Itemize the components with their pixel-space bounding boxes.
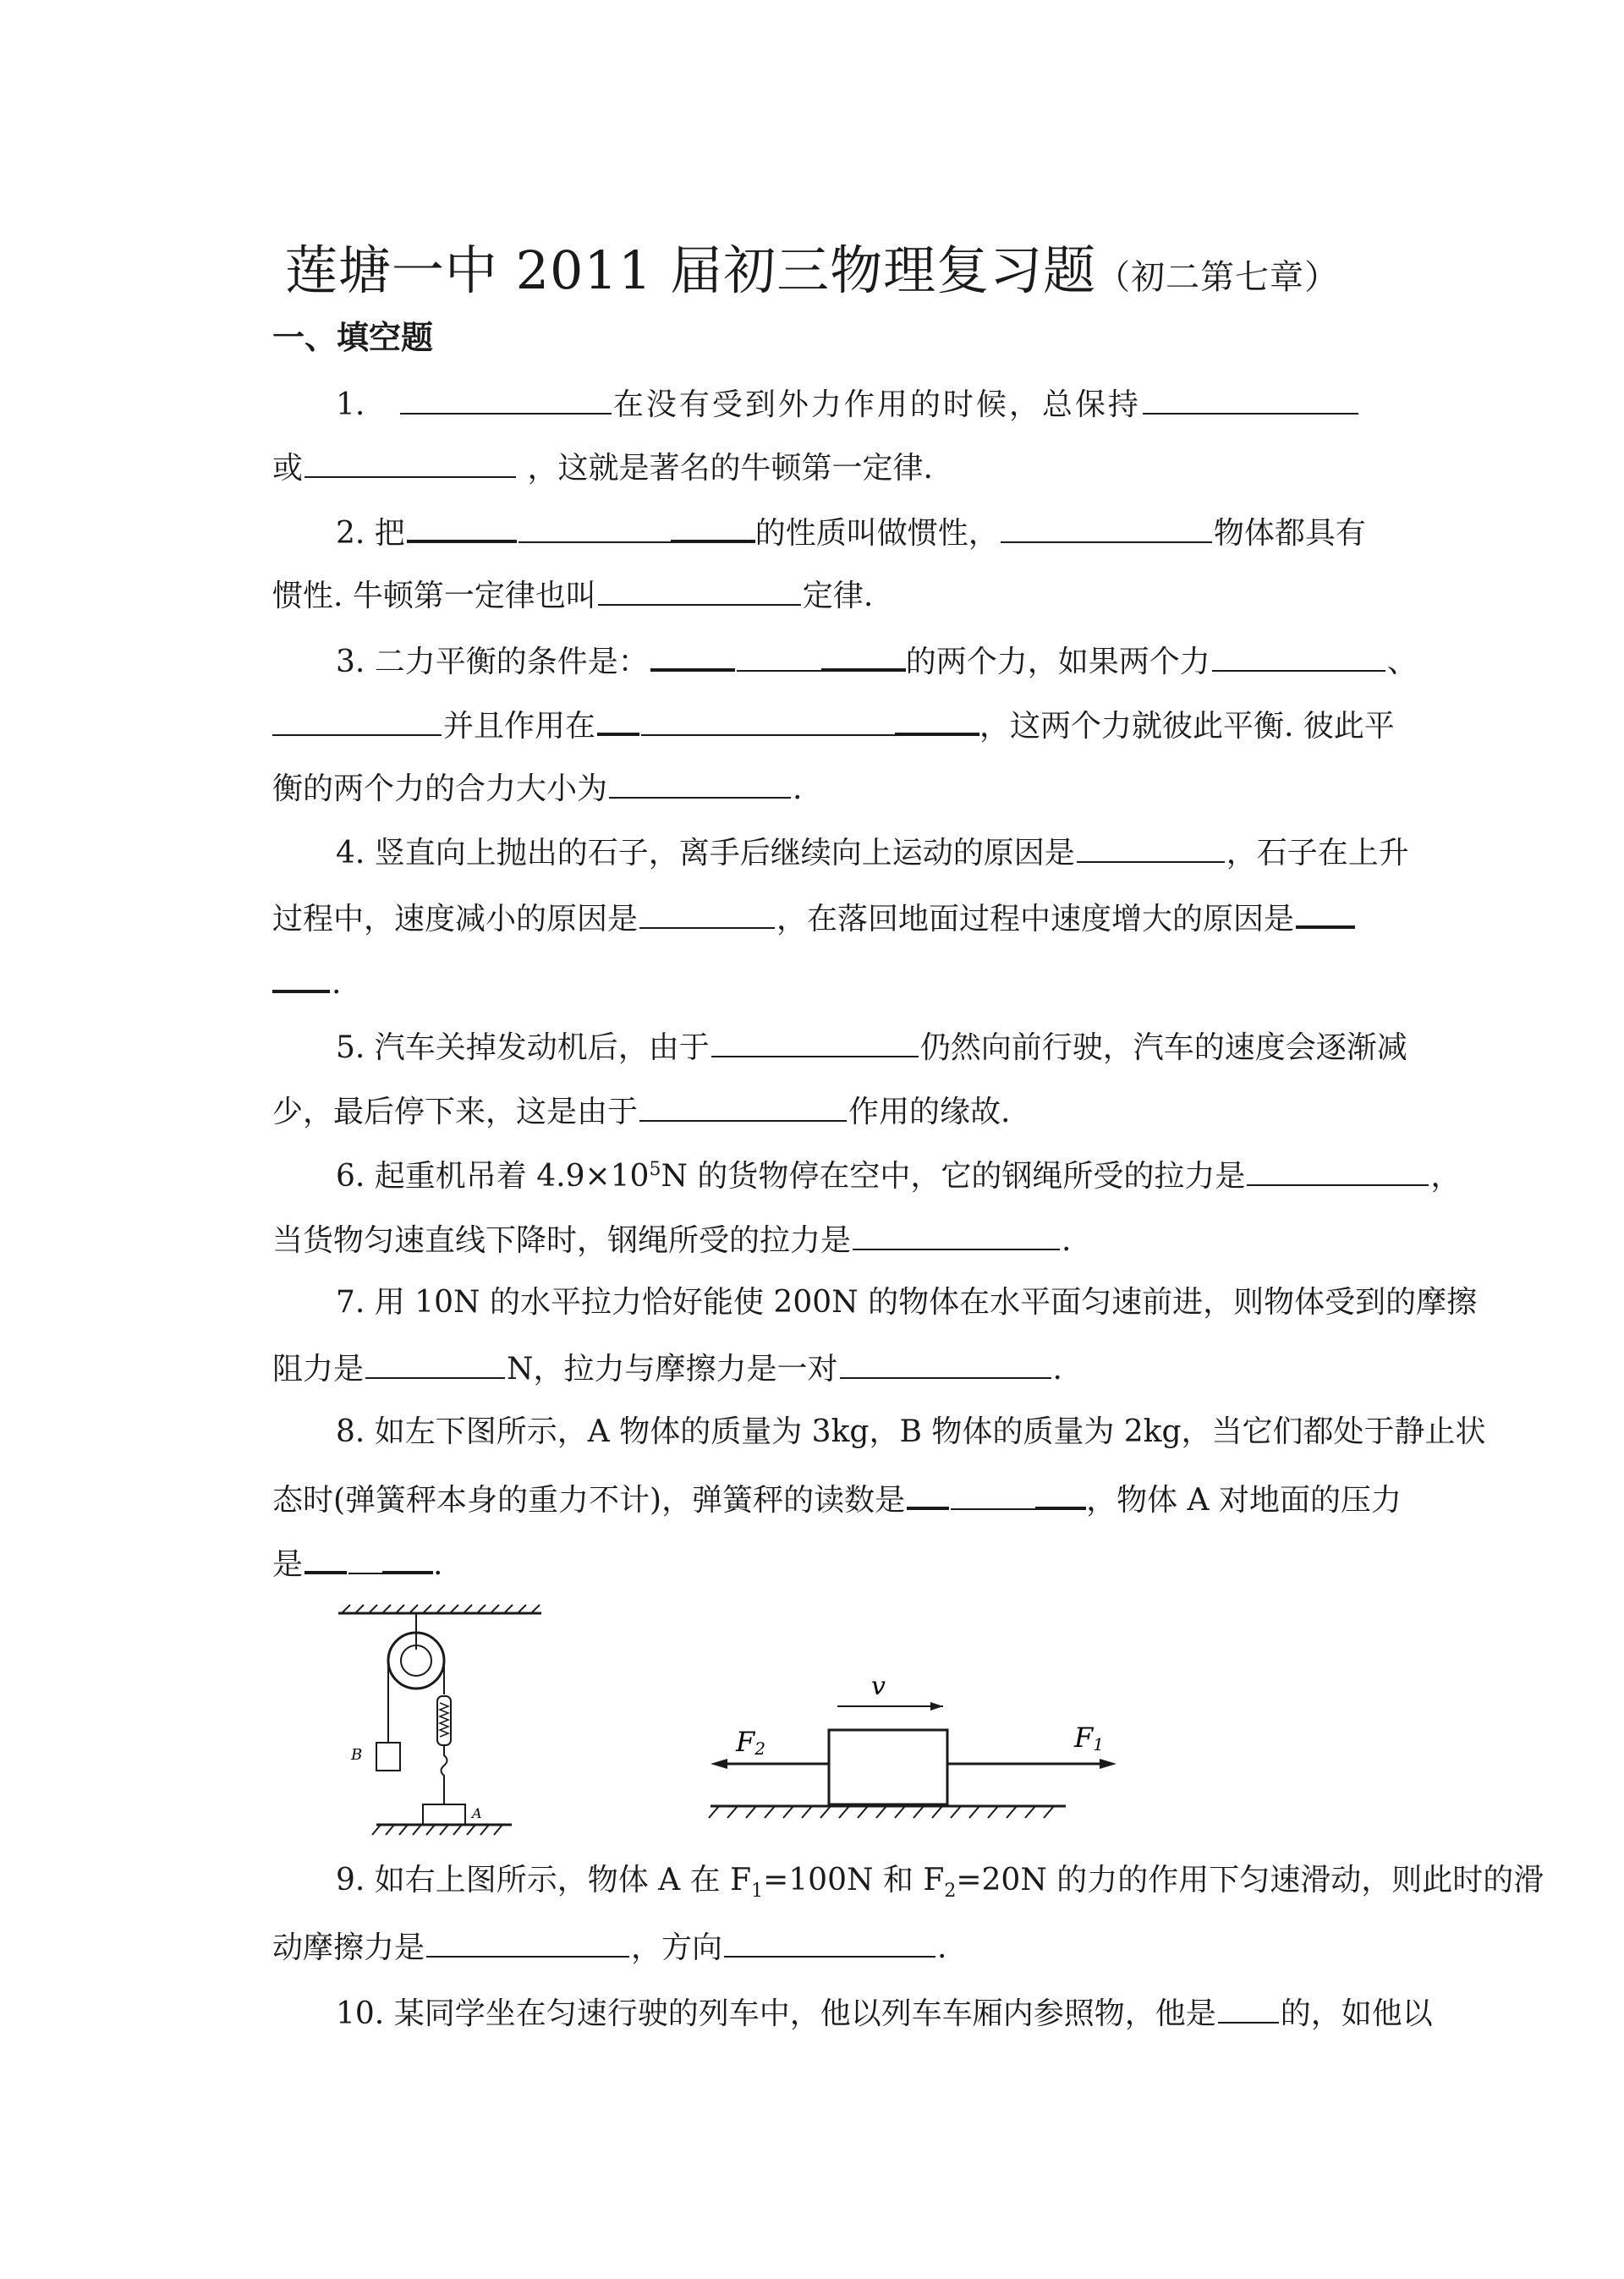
q5-text-2: 仍然向前行驶，汽车的速度会逐渐减 bbox=[919, 1030, 1407, 1065]
question-8-line-2 bbox=[272, 1481, 1402, 1516]
q9-blank-2[interactable] bbox=[724, 1930, 935, 1958]
q3-text-3: 、 bbox=[1386, 645, 1418, 679]
q6-text-1: 6. 起重机吊着 4.9×10 bbox=[336, 1159, 650, 1194]
q2-blank-1c[interactable] bbox=[671, 514, 755, 543]
question-4-line-2 bbox=[272, 900, 1357, 935]
q8-text-1: 8. 如左下图所示，A 物体的质量为 3kg，B 物体的质量为 2kg，当它们都处于静止状 bbox=[336, 1414, 1486, 1449]
q3-blank-3[interactable] bbox=[272, 709, 442, 736]
q1-text-1: 在没有受到外力作用的时候，总保持 bbox=[612, 387, 1141, 422]
q1-blank-2[interactable] bbox=[1143, 387, 1358, 415]
label-b: B bbox=[351, 1746, 363, 1764]
page-title bbox=[0, 228, 1624, 304]
q5-blank-2[interactable] bbox=[639, 1095, 847, 1122]
title-sub: （初二第七章） bbox=[1096, 258, 1340, 297]
q8-text-3: ，物体 A 对地面的压力 bbox=[1086, 1483, 1402, 1518]
pulley-diagram bbox=[330, 1603, 550, 1848]
q3-blank-4b[interactable] bbox=[641, 709, 895, 736]
f2-arrowhead bbox=[710, 1759, 727, 1769]
q4-text-5: . bbox=[332, 966, 342, 1001]
q2-text-3: 物体都具有 bbox=[1213, 516, 1366, 551]
sliding-block bbox=[829, 1730, 947, 1804]
velocity-arrowhead bbox=[930, 1702, 943, 1711]
question-7-line-1 bbox=[336, 1285, 1478, 1320]
q9-text-4: 动摩擦力是 bbox=[272, 1930, 425, 1965]
q9-text-6: . bbox=[937, 1930, 947, 1965]
question-7-line-2 bbox=[272, 1352, 1062, 1385]
question-10-line-1 bbox=[336, 1996, 1433, 2029]
q7-blank-2[interactable] bbox=[840, 1352, 1051, 1379]
q3-text-4: 并且作用在 bbox=[443, 709, 596, 744]
q9-text-2: =100N 和 F bbox=[763, 1863, 945, 1897]
scale-hook bbox=[442, 1745, 447, 1804]
label-a: A bbox=[472, 1805, 482, 1821]
q1-text-2: 或 bbox=[272, 451, 304, 486]
question-8-line-1 bbox=[336, 1414, 1486, 1449]
q8-blank-2c[interactable] bbox=[382, 1546, 433, 1574]
q1-blank-3[interactable] bbox=[304, 451, 516, 478]
label-f2: F2 bbox=[736, 1726, 765, 1759]
question-5-line-1 bbox=[336, 1030, 1407, 1063]
q1-number: 1. bbox=[336, 387, 365, 422]
question-3-line-2 bbox=[272, 707, 1395, 742]
q2-blank-1b[interactable] bbox=[518, 516, 671, 543]
question-6-line-2 bbox=[272, 1223, 1071, 1256]
q7-text-3: N，拉力与摩擦力是一对 bbox=[507, 1352, 838, 1387]
q9-text-1: 9. 如右上图所示，物体 A 在 F bbox=[336, 1863, 752, 1897]
q6-exponent: 5 bbox=[649, 1159, 661, 1180]
q9-text-5: ，方向 bbox=[631, 1930, 723, 1965]
q9-text-3: =20N 的力的作用下匀速滑动，则此时的滑 bbox=[956, 1863, 1544, 1897]
question-8-line-3 bbox=[272, 1546, 442, 1580]
question-9-line-2 bbox=[272, 1930, 946, 1963]
q8-text-5: . bbox=[433, 1547, 443, 1582]
label-v: v bbox=[871, 1672, 886, 1701]
q3-blank-1[interactable] bbox=[650, 643, 735, 672]
q2-blank-2[interactable] bbox=[1001, 516, 1212, 543]
question-4-line-3 bbox=[272, 964, 341, 999]
force-diagram bbox=[702, 1671, 1125, 1840]
section-heading: 一、填空题 bbox=[272, 319, 434, 356]
question-3-line-3 bbox=[272, 772, 802, 805]
pulley-hub bbox=[401, 1645, 431, 1676]
q10-text-1: 10. 某同学坐在匀速行驶的列车中，他以列车车厢内参照物，他是 bbox=[336, 1996, 1216, 2031]
q8-blank-1b[interactable] bbox=[951, 1483, 1035, 1510]
question-2-line-2 bbox=[272, 579, 873, 612]
q4-blank-3[interactable] bbox=[1296, 900, 1355, 929]
floor-hatching bbox=[709, 1806, 1054, 1818]
q3-text-1: 3. 二力平衡的条件是： bbox=[336, 645, 649, 679]
q7-text-4: . bbox=[1052, 1352, 1062, 1387]
q5-blank-1[interactable] bbox=[711, 1030, 919, 1057]
label-f1: F1 bbox=[1074, 1722, 1104, 1755]
q4-blank-2[interactable] bbox=[639, 902, 775, 929]
spring-scale bbox=[437, 1696, 451, 1745]
q6-text-4: 当货物匀速直线下降时，钢绳所受的拉力是 bbox=[272, 1223, 852, 1258]
f1-arrowhead bbox=[1100, 1759, 1116, 1769]
q9-sub-2: 2 bbox=[944, 1881, 957, 1903]
q8-blank-2[interactable] bbox=[304, 1546, 347, 1574]
q7-text-2: 阻力是 bbox=[272, 1352, 365, 1387]
q5-text-1: 5. 汽车关掉发动机后，由于 bbox=[336, 1030, 710, 1065]
q8-text-2: 态时(弹簧秤本身的重力不计)，弹簧秤的读数是 bbox=[272, 1483, 906, 1518]
q7-blank-1[interactable] bbox=[365, 1352, 505, 1379]
q4-text-2: ，石子在上升 bbox=[1226, 836, 1409, 870]
q3-blank-5[interactable] bbox=[609, 772, 791, 799]
q8-blank-2b[interactable] bbox=[348, 1547, 382, 1574]
q4-text-1: 4. 竖直向上抛出的石子，离手后继续向上运动的原因是 bbox=[336, 836, 1075, 870]
q10-blank-1[interactable] bbox=[1218, 1996, 1279, 2024]
q8-blank-1[interactable] bbox=[907, 1481, 949, 1510]
question-6-line-1 bbox=[336, 1159, 1461, 1192]
q3-text-5: ，这两个力就彼此平衡. 彼此平 bbox=[979, 709, 1395, 744]
q3-blank-1b[interactable] bbox=[737, 645, 821, 672]
question-4-line-1 bbox=[336, 836, 1409, 869]
q7-text-1: 7. 用 10N 的水平拉力恰好能使 200N 的物体在水平面匀速前进，则物体受到的摩擦 bbox=[336, 1285, 1478, 1320]
q9-blank-1[interactable] bbox=[426, 1930, 629, 1958]
q3-text-6: 衡的两个力的合力大小为 bbox=[272, 772, 608, 806]
q2-blank-1[interactable] bbox=[407, 514, 517, 543]
q3-blank-4c[interactable] bbox=[895, 707, 979, 736]
q3-blank-2[interactable] bbox=[1212, 645, 1385, 672]
q6-text-3: ， bbox=[1430, 1159, 1462, 1194]
q4-text-3: 过程中，速度减小的原因是 bbox=[272, 902, 639, 936]
question-5-line-2 bbox=[272, 1095, 1010, 1128]
ground-hatching bbox=[372, 1825, 502, 1835]
q2-text-4: 惯性. 牛顿第一定律也叫 bbox=[272, 579, 596, 613]
q5-text-3: 少，最后停下来，这是由于 bbox=[272, 1095, 639, 1129]
q3-text-2: 的两个力，如果两个力 bbox=[905, 645, 1210, 679]
q4-blank-1[interactable] bbox=[1077, 836, 1225, 863]
q8-text-4: 是 bbox=[272, 1547, 304, 1582]
q1-blank-1[interactable] bbox=[400, 387, 612, 415]
q2-blank-3[interactable] bbox=[598, 579, 801, 606]
q10-text-2: 的，如他以 bbox=[1280, 1996, 1433, 2031]
q6-blank-2[interactable] bbox=[853, 1223, 1060, 1250]
q3-blank-1c[interactable] bbox=[821, 643, 906, 672]
q3-text-7: . bbox=[793, 772, 803, 806]
q3-blank-4[interactable] bbox=[597, 707, 639, 736]
question-1-line-2 bbox=[272, 451, 933, 484]
q2-text-5: 定律. bbox=[802, 579, 874, 613]
q6-text-2: N 的货物停在空中，它的钢绳所受的拉力是 bbox=[661, 1159, 1246, 1194]
question-2-line-1 bbox=[336, 514, 1366, 549]
q6-text-5: . bbox=[1062, 1223, 1072, 1258]
question-9-line-1 bbox=[336, 1865, 1544, 1901]
block-b bbox=[376, 1743, 400, 1771]
q1-text-3: ，这就是著名的牛顿第一定律. bbox=[527, 451, 933, 486]
q4-text-4: ，在落回地面过程中速度增大的原因是 bbox=[776, 902, 1295, 936]
q2-text-1: 2. 把 bbox=[336, 516, 405, 551]
q9-sub-1: 1 bbox=[751, 1881, 764, 1903]
q5-text-4: 作用的缘故. bbox=[848, 1095, 1011, 1129]
question-1-line-1 bbox=[336, 387, 1360, 420]
q8-blank-1c[interactable] bbox=[1035, 1481, 1086, 1510]
block-a bbox=[423, 1804, 465, 1825]
q2-text-2: 的性质叫做惯性， bbox=[754, 516, 999, 551]
title-main: 莲塘一中 2011 届初三物理复习题 bbox=[284, 239, 1097, 301]
q4-blank-3b[interactable] bbox=[272, 964, 330, 993]
question-3-line-1 bbox=[336, 643, 1418, 678]
q6-blank-1[interactable] bbox=[1247, 1159, 1429, 1186]
